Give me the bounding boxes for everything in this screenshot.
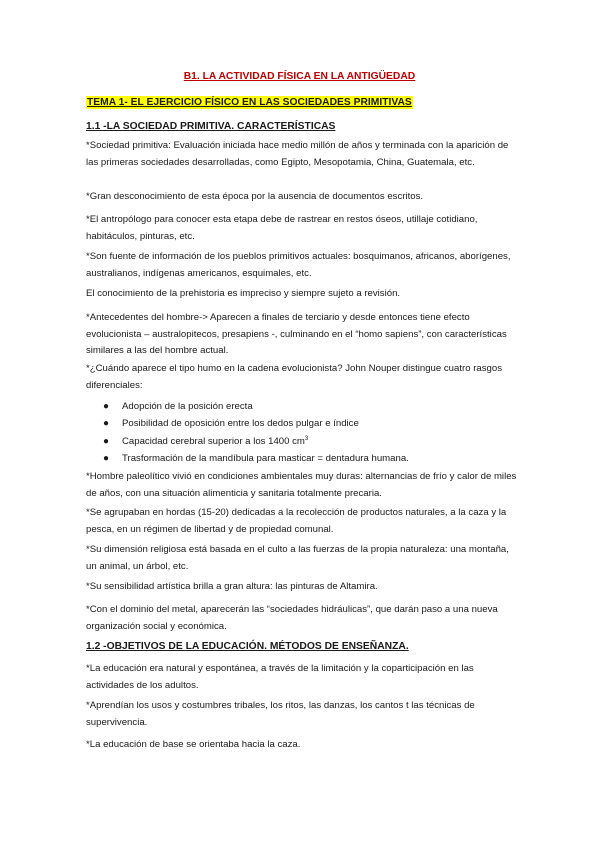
paragraph: *¿Cuándo aparece el tipo humo en la cadena evolucionista? John Nouper distingue cuatro rasgos diferenciales: bbox=[86, 363, 502, 391]
bullet-item: ● Trasformación de la mandíbula para masticar = dentadura humana. bbox=[103, 450, 523, 467]
bullet-list bbox=[103, 398, 523, 468]
paragraph: *Su dimensión religiosa está basada en el culto a las fuerzas de la propia naturaleza: una montaña, un animal, un árbol, etc. bbox=[86, 544, 509, 572]
paragraph: *Se agrupaban en hordas (15-20) dedicadas a la recolección de productos naturales, a la caza y la pesca, en un régimen de libertad y de propiedad comunal. bbox=[86, 507, 507, 535]
paragraph: *Sociedad primitiva: Evaluación iniciada hace medio millón de años y terminada con la aparición de las primeras sociedades desarrolladas, como Egipto, Mesopotamia, China, Guatemala, etc. bbox=[86, 140, 509, 168]
paragraph: *Son fuente de información de los pueblos primitivos actuales: bosquimanos, africanos, aborígenes, australianos, indígenas americanos, esquimales, etc. bbox=[86, 251, 511, 279]
bullet-dot-icon: ● bbox=[103, 401, 110, 412]
superscript: 3 bbox=[304, 435, 309, 442]
bullet-dot-icon: ● bbox=[103, 453, 110, 465]
tema-heading: TEMA 1- EL EJERCICIO FÍSICO EN LAS SOCIEDADES PRIMITIVAS bbox=[87, 97, 412, 108]
paragraph: *La educación de base se orientaba hacia la caza. bbox=[86, 739, 301, 750]
document-title: B1. LA ACTIVIDAD FÍSICA EN LA ANTIGÜEDAD bbox=[183, 71, 416, 82]
paragraph: El conocimiento de la prehistoria es impreciso y siempre sujeto a revisión. bbox=[86, 288, 401, 299]
bullet-item: ● Capacidad cerebral superior a los 1400 $cm^3$ bbox=[103, 433, 523, 450]
paragraph: *Hombre paleolítico vivió en condiciones ambientales muy duras: alternancias de frío y calor de miles de años, con una situación alimenticia y sanitaria totalmente precaria. bbox=[86, 471, 517, 499]
bullet-dot-icon: ● bbox=[103, 418, 110, 430]
paragraph: *Con el dominio del metal, aparecerán las “sociedades hidráulicas”, que darán paso a una nueva organización social y económica. bbox=[86, 604, 498, 632]
paragraph: *Antecedentes del hombre-> Aparecen a finales de terciario y desde entonces tiene efecto evolucionista – australopitecos, presapiens -, culminando en el “homo sapiens”, con características similares a las del hombre actual. bbox=[86, 312, 507, 357]
section-heading-2: 1.2 -OBJETIVOS DE LA EDUCACIÓN. MÉTODOS DE ENSEÑANZA. bbox=[86, 641, 409, 652]
bullet-dot-icon: ● bbox=[103, 435, 110, 447]
paragraph: *Aprendían los usos y costumbres tribales, los ritos, las danzas, los cantos t las técnicas de supervivencia. bbox=[86, 700, 475, 728]
paragraph: *Gran desconocimiento de esta época por la ausencia de documentos escritos. bbox=[86, 191, 424, 202]
paragraph: *El antropólogo para conocer esta etapa debe de rastrear en restos óseos, utillaje cotidiano, habitáculos, pinturas, etc. bbox=[86, 214, 478, 242]
bullet-item: ● Adopción de la posición erecta bbox=[103, 398, 523, 415]
paragraph: *La educación era natural y espontánea, a través de la limitación y la coparticipación en las actividades de los adultos. bbox=[86, 663, 474, 691]
section-heading-1: 1.1 -LA SOCIEDAD PRIMITIVA. CARACTERÍSTICAS bbox=[86, 121, 336, 132]
paragraph: *Su sensibilidad artística brilla a gran altura: las pinturas de Altamira. bbox=[86, 581, 378, 592]
bullet-item: ● Posibilidad de oposición entre los dedos pulgar e índice bbox=[103, 415, 523, 432]
